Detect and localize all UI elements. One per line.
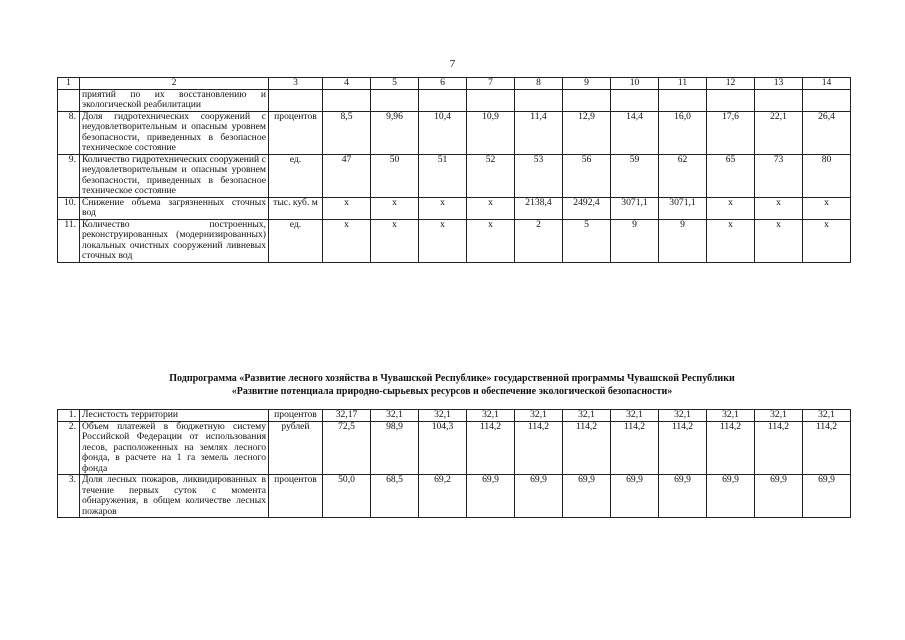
value-cell: x bbox=[707, 219, 755, 262]
table-row bbox=[58, 197, 851, 219]
table-row bbox=[58, 154, 851, 197]
column-number: 1 bbox=[58, 78, 80, 90]
indicator-name: Снижение объема загрязненных сточных вод bbox=[80, 197, 269, 219]
value-cell: 32,1 bbox=[755, 410, 803, 422]
value-cell: 9,96 bbox=[371, 111, 419, 154]
subprogram-title-line1: Подпрограмма «Развитие лесного хозяйства в Чувашской Республике» государственной программы Чувашской Республики bbox=[169, 373, 735, 384]
value-cell: x bbox=[371, 197, 419, 219]
column-number: 4 bbox=[323, 78, 371, 90]
row-number: 9. bbox=[58, 154, 80, 197]
empty-cell bbox=[323, 89, 371, 111]
value-cell: 69,9 bbox=[467, 475, 515, 518]
column-number: 11 bbox=[659, 78, 707, 90]
value-cell: x bbox=[371, 219, 419, 262]
row-number: 8. bbox=[58, 111, 80, 154]
empty-cell bbox=[659, 89, 707, 111]
subprogram-title bbox=[57, 373, 847, 398]
column-number: 3 bbox=[269, 78, 323, 90]
unit-cell: тыс. куб. м bbox=[269, 197, 323, 219]
row-number: 2. bbox=[58, 421, 80, 475]
value-cell: 32,1 bbox=[611, 410, 659, 422]
value-cell: 50 bbox=[371, 154, 419, 197]
empty-cell bbox=[803, 89, 851, 111]
row-number: 11. bbox=[58, 219, 80, 262]
value-cell: 32,17 bbox=[323, 410, 371, 422]
value-cell: 32,1 bbox=[419, 410, 467, 422]
value-cell: 114,2 bbox=[563, 421, 611, 475]
header-row bbox=[58, 78, 851, 90]
value-cell: 69,9 bbox=[563, 475, 611, 518]
value-cell: x bbox=[323, 197, 371, 219]
value-cell: 69,9 bbox=[611, 475, 659, 518]
value-cell: 14,4 bbox=[611, 111, 659, 154]
table-row bbox=[58, 475, 851, 518]
unit-cell: ед. bbox=[269, 219, 323, 262]
value-cell: 114,2 bbox=[467, 421, 515, 475]
empty-cell bbox=[371, 89, 419, 111]
value-cell: 59 bbox=[611, 154, 659, 197]
value-cell: 32,1 bbox=[659, 410, 707, 422]
value-cell: 2 bbox=[515, 219, 563, 262]
value-cell: x bbox=[419, 197, 467, 219]
table-row bbox=[58, 219, 851, 262]
value-cell: 9 bbox=[611, 219, 659, 262]
value-cell: 32,1 bbox=[371, 410, 419, 422]
unit-cell: рублей bbox=[269, 421, 323, 475]
value-cell: 53 bbox=[515, 154, 563, 197]
value-cell: 80 bbox=[803, 154, 851, 197]
value-cell: 68,5 bbox=[371, 475, 419, 518]
unit-cell: ед. bbox=[269, 154, 323, 197]
empty-cell bbox=[755, 89, 803, 111]
value-cell: 65 bbox=[707, 154, 755, 197]
value-cell: 72,5 bbox=[323, 421, 371, 475]
value-cell: 26,4 bbox=[803, 111, 851, 154]
column-number: 13 bbox=[755, 78, 803, 90]
table-row bbox=[58, 410, 851, 422]
empty-cell bbox=[515, 89, 563, 111]
value-cell: 22,1 bbox=[755, 111, 803, 154]
column-number: 5 bbox=[371, 78, 419, 90]
empty-cell bbox=[563, 89, 611, 111]
value-cell: x bbox=[419, 219, 467, 262]
column-number: 9 bbox=[563, 78, 611, 90]
value-cell: 98,9 bbox=[371, 421, 419, 475]
row-number: 3. bbox=[58, 475, 80, 518]
value-cell: 69,9 bbox=[707, 475, 755, 518]
value-cell: 11,4 bbox=[515, 111, 563, 154]
unit-cell: процентов bbox=[269, 410, 323, 422]
value-cell: 32,1 bbox=[563, 410, 611, 422]
indicator-name: Доля гидротехнических сооружений с неудовлетворительным и опасным уровнем безопасности, приведенных в безопасное техническое состояние bbox=[80, 111, 269, 154]
value-cell: 32,1 bbox=[803, 410, 851, 422]
indicators-table-2 bbox=[57, 409, 851, 518]
indicator-name: Количество построенных, реконструированных (модернизированных) локальных очистных сооружений ливневых сточных вод bbox=[80, 219, 269, 262]
column-number: 8 bbox=[515, 78, 563, 90]
value-cell: x bbox=[467, 197, 515, 219]
continuation-text: приятий по их восстановлению и экологической реабилитации bbox=[80, 89, 269, 111]
value-cell: 47 bbox=[323, 154, 371, 197]
value-cell: 8,5 bbox=[323, 111, 371, 154]
value-cell: 17,6 bbox=[707, 111, 755, 154]
unit-cell: процентов bbox=[269, 111, 323, 154]
row-number: 1. bbox=[58, 410, 80, 422]
indicator-name: Количество гидротехнических сооружений с неудовлетворительным и опасным уровнем безопасности, приведенных в безопасное техническое состояние bbox=[80, 154, 269, 197]
value-cell: x bbox=[755, 197, 803, 219]
indicator-name: Доля лесных пожаров, ликвидированных в течение первых суток с момента обнаружения, в общем количестве лесных пожаров bbox=[80, 475, 269, 518]
table-row bbox=[58, 421, 851, 475]
value-cell: 10,4 bbox=[419, 111, 467, 154]
value-cell: 69,9 bbox=[515, 475, 563, 518]
value-cell: 114,2 bbox=[515, 421, 563, 475]
value-cell: 62 bbox=[659, 154, 707, 197]
continuation-row bbox=[58, 89, 851, 111]
value-cell: 32,1 bbox=[515, 410, 563, 422]
row-number: 10. bbox=[58, 197, 80, 219]
value-cell: 32,1 bbox=[467, 410, 515, 422]
value-cell: 32,1 bbox=[707, 410, 755, 422]
empty-cell bbox=[58, 89, 80, 111]
value-cell: 114,2 bbox=[803, 421, 851, 475]
value-cell: 12,9 bbox=[563, 111, 611, 154]
value-cell: 50,0 bbox=[323, 475, 371, 518]
column-number: 10 bbox=[611, 78, 659, 90]
value-cell: 69,2 bbox=[419, 475, 467, 518]
value-cell: x bbox=[803, 197, 851, 219]
column-number: 12 bbox=[707, 78, 755, 90]
value-cell: 69,9 bbox=[755, 475, 803, 518]
value-cell: 69,9 bbox=[659, 475, 707, 518]
value-cell: 114,2 bbox=[755, 421, 803, 475]
value-cell: 52 bbox=[467, 154, 515, 197]
empty-cell bbox=[269, 89, 323, 111]
empty-cell bbox=[419, 89, 467, 111]
indicators-table-1 bbox=[57, 77, 851, 263]
empty-cell bbox=[467, 89, 515, 111]
value-cell: 2138,4 bbox=[515, 197, 563, 219]
empty-cell bbox=[611, 89, 659, 111]
value-cell: 3071,1 bbox=[659, 197, 707, 219]
column-number: 6 bbox=[419, 78, 467, 90]
value-cell: 114,2 bbox=[659, 421, 707, 475]
subprogram-title-line2: «Развитие потенциала природно-сырьевых ресурсов и обеспечение экологической безопасности» bbox=[231, 385, 673, 397]
value-cell: 2492,4 bbox=[563, 197, 611, 219]
value-cell: 56 bbox=[563, 154, 611, 197]
value-cell: x bbox=[803, 219, 851, 262]
value-cell: 114,2 bbox=[707, 421, 755, 475]
value-cell: 69,9 bbox=[803, 475, 851, 518]
value-cell: 73 bbox=[755, 154, 803, 197]
table-row bbox=[58, 111, 851, 154]
value-cell: x bbox=[707, 197, 755, 219]
value-cell: 16,0 bbox=[659, 111, 707, 154]
value-cell: 9 bbox=[659, 219, 707, 262]
indicator-name: Лесистость территории bbox=[80, 410, 269, 422]
unit-cell: процентов bbox=[269, 475, 323, 518]
value-cell: 3071,1 bbox=[611, 197, 659, 219]
value-cell: 10,9 bbox=[467, 111, 515, 154]
indicator-name: Объем платежей в бюджетную систему Российской Федерации от использования лесов, расположенных на землях лесного фонда, в расчете на 1 га земель лесного фонда bbox=[80, 421, 269, 475]
empty-cell bbox=[707, 89, 755, 111]
value-cell: x bbox=[467, 219, 515, 262]
column-number: 2 bbox=[80, 78, 269, 90]
value-cell: x bbox=[755, 219, 803, 262]
value-cell: 104,3 bbox=[419, 421, 467, 475]
value-cell: 114,2 bbox=[611, 421, 659, 475]
value-cell: 5 bbox=[563, 219, 611, 262]
column-number: 14 bbox=[803, 78, 851, 90]
value-cell: x bbox=[323, 219, 371, 262]
column-number: 7 bbox=[467, 78, 515, 90]
page-number: 7 bbox=[449, 58, 456, 70]
value-cell: 51 bbox=[419, 154, 467, 197]
